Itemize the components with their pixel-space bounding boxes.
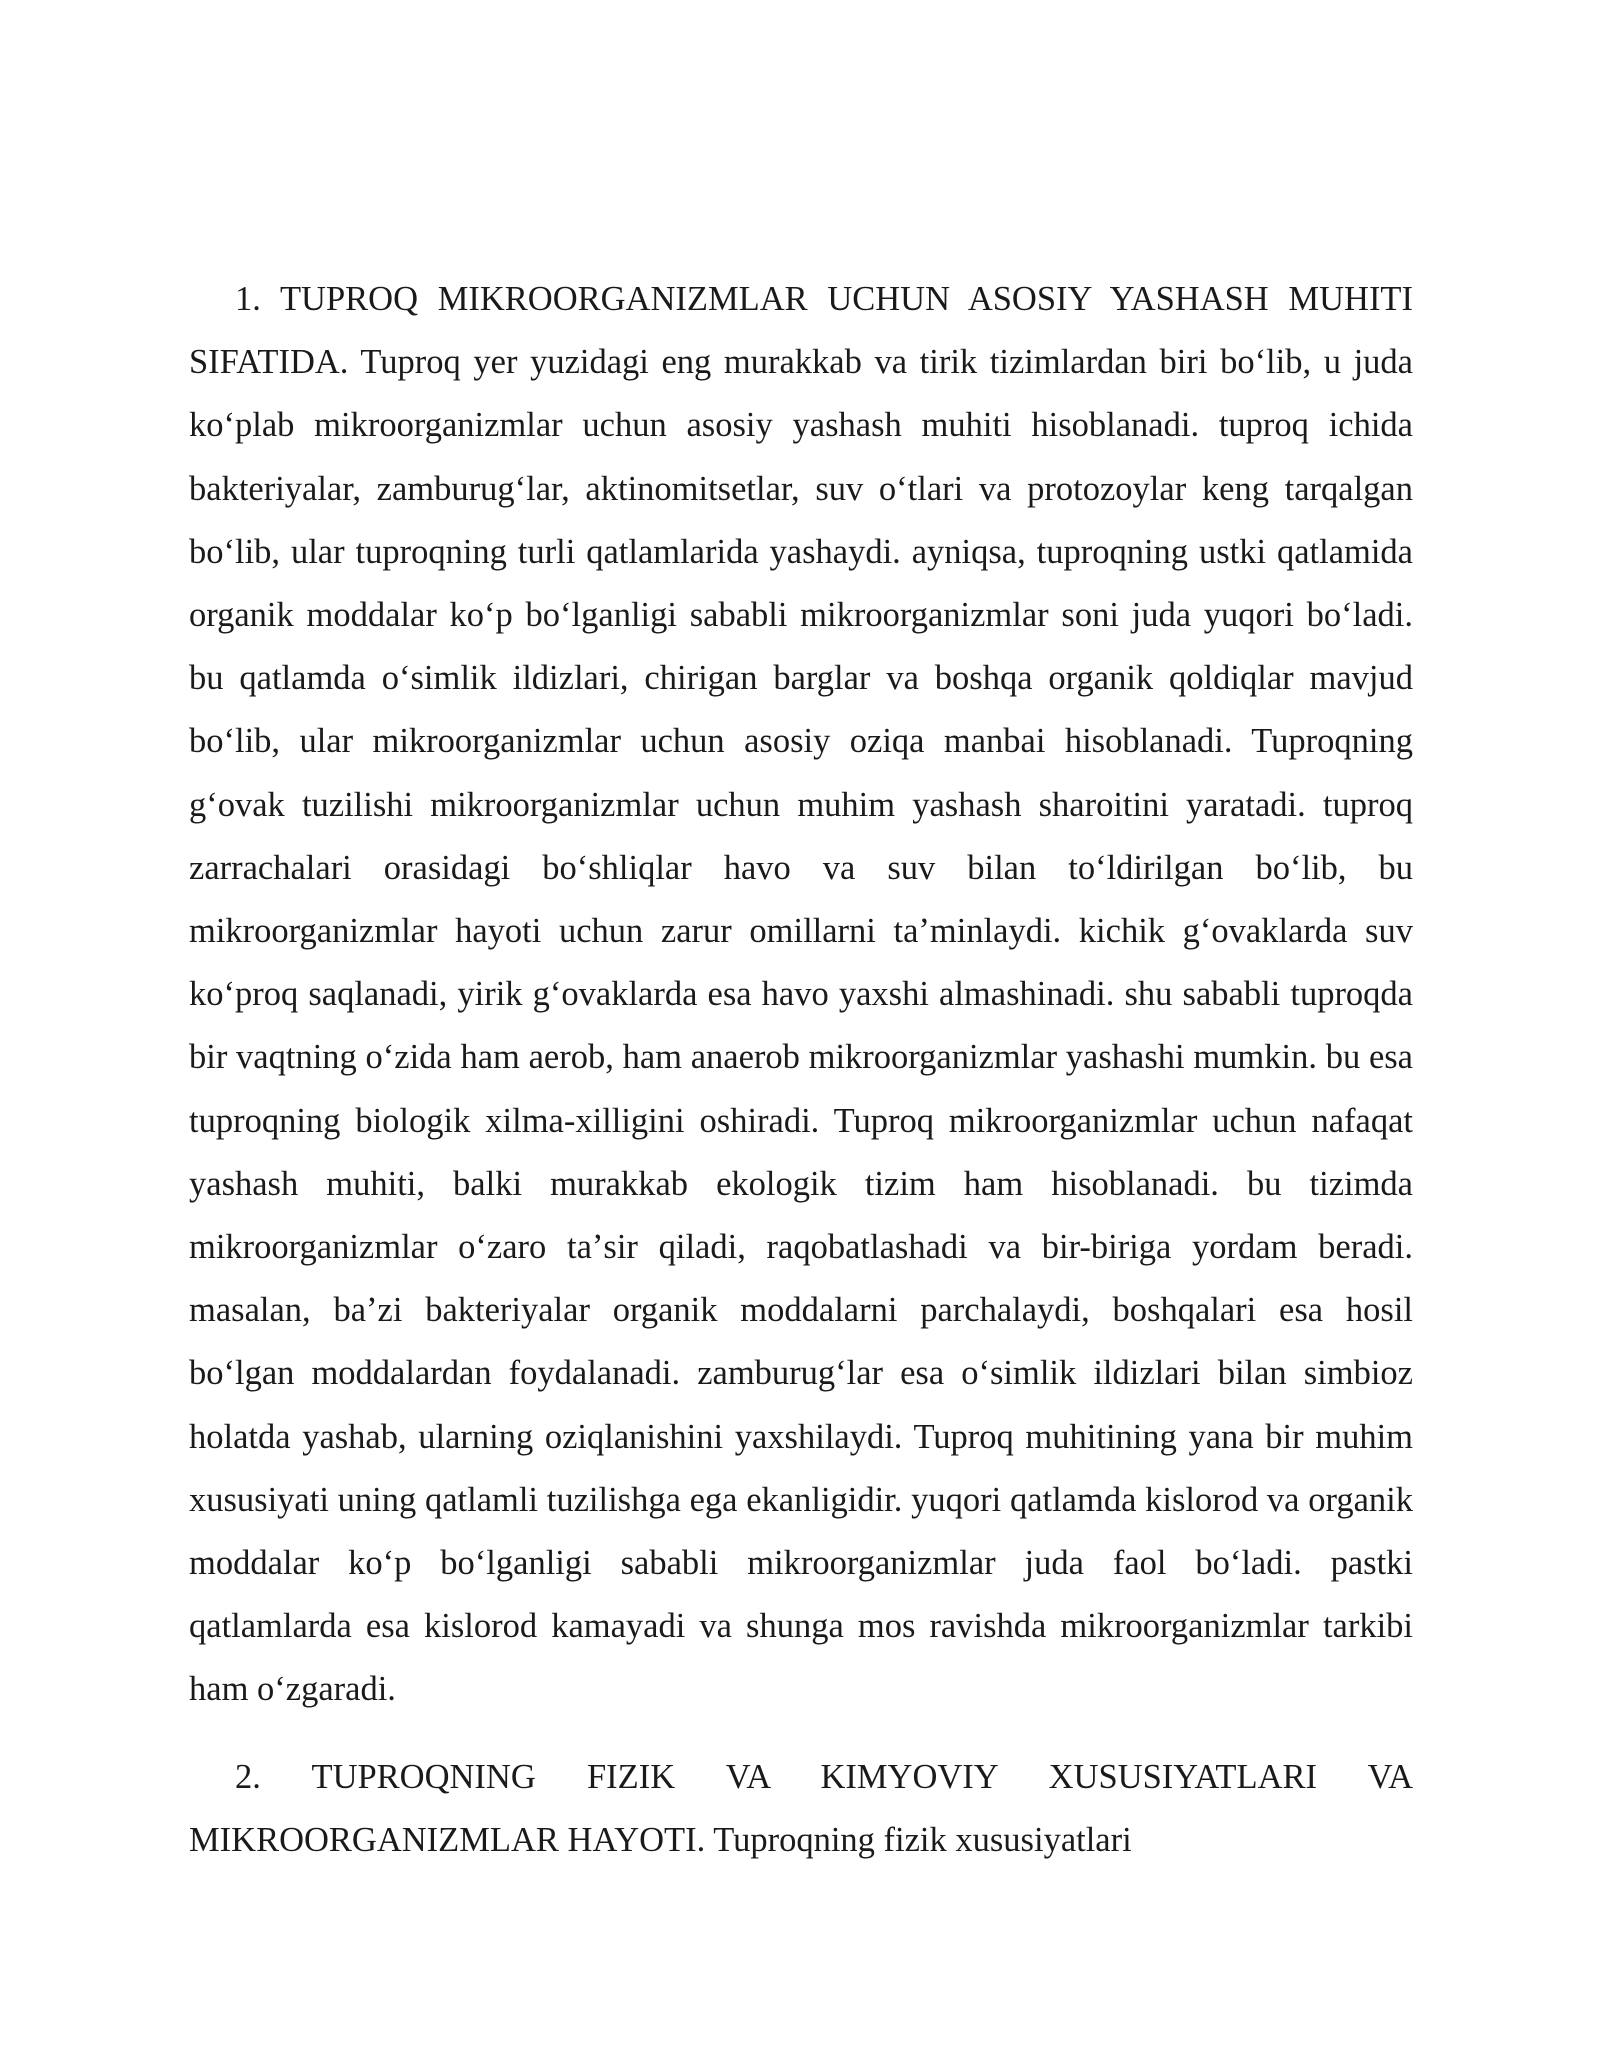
paragraph-section-1: 1. TUPROQ MIKROORGANIZMLAR UCHUN ASOSIY YASHASH MUHITI SIFATIDA. Tuproq yer yuzidagi eng murakkab va tirik tizimlardan biri boʻlib, u juda koʻplab mikroorganizmlar uchun asosiy yashash muhiti hisoblanadi. tuproq ichida bakteriyalar, zamburugʻlar, aktinomitsetlar, suv oʻtlari va protozoylar keng tarqalgan boʻlib, ular tuproqning turli qatlamlarida yashaydi. ayniqsa, tuproqning ustki qatlamida organik moddalar koʻp boʻlganligi sababli mikroorganizmlar soni juda yuqori boʻladi. bu qatlamda oʻsimlik ildizlari, chirigan barglar va boshqa organik qoldiqlar mavjud boʻlib, ular mikroorganizmlar uchun asosiy oziqa manbai hisoblanadi. Tuproqning gʻovak tuzilishi mikroorganizmlar uchun muhim yashash sharoitini yaratadi. tuproq zarrachalari orasidagi boʻshliqlar havo va suv bilan toʻldirilgan boʻlib, bu mikroorganizmlar hayoti uchun zarur omillarni taʼminlaydi. kichik gʻovaklarda suv koʻproq saqlanadi, yirik gʻovaklarda esa havo yaxshi almashinadi. shu sababli tuproqda bir vaqtning oʻzida ham aerob, ham anaerob mikroorganizmlar yashashi mumkin. bu esa tuproqning biologik xilma-xilligini oshiradi. Tuproq mikroorganizmlar uchun nafaqat yashash muhiti, balki murakkab ekologik tizim ham hisoblanadi. bu tizimda mikroorganizmlar oʻzaro taʼsir qiladi, raqobatlashadi va bir-biriga yordam beradi. masalan, baʼzi bakteriyalar organik moddalarni parchalaydi, boshqalari esa hosil boʻlgan moddalardan foydalanadi. zamburugʻlar esa oʻsimlik ildizlari bilan simbioz holatda yashab, ularning oziqlanishini yaxshilaydi. Tuproq muhitining yana bir muhim xususiyati uning qatlamli tuzilishga ega ekanligidir. yuqori qatlamda kislorod va organik moddalar koʻp boʻlganligi sababli mikroorganizmlar juda faol boʻladi. pastki qatlamlarda esa kislorod kamayadi va shunga mos ravishda mikroorganizmlar tarkibi ham oʻzgaradi.: [189, 280, 1413, 1709]
document-body: [189, 268, 1413, 1872]
paragraph-section-2: 2. TUPROQNING FIZIK VA KIMYOVIY XUSUSIYATLARI VA MIKROORGANIZMLAR HAYOTI. Tuproqning fizik xususiyatlari: [189, 1757, 1413, 1859]
